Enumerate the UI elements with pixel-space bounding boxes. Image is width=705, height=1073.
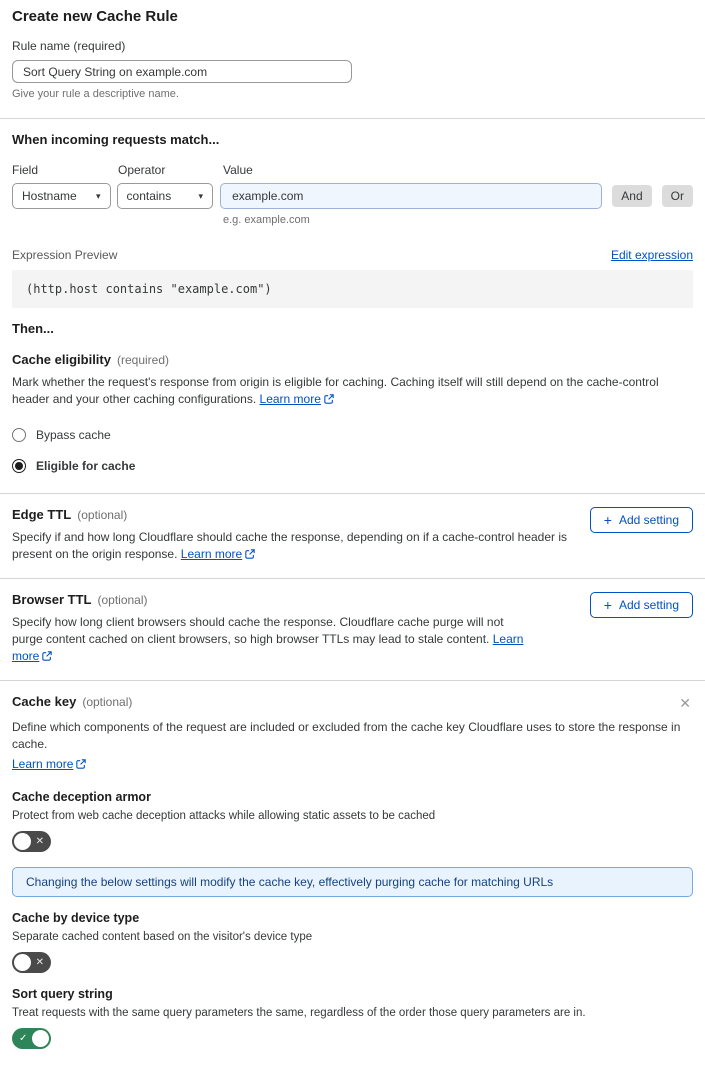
edge-ttl-add-setting-button[interactable]: + Add setting [590,507,693,533]
cache-by-device-type-toggle[interactable] [12,952,51,973]
radio-icon [12,459,26,473]
browser-ttl-header [12,592,534,607]
edge-ttl-title: Edge TTL [12,507,72,522]
cache-deception-armor-title: Cache deception armor [12,790,151,804]
page-title: Create new Cache Rule [12,8,178,25]
field-select-value: Hostname [22,189,77,203]
plus-icon: + [603,512,612,528]
match-labels-row [12,163,693,177]
external-link-icon [245,547,255,564]
cache-key-close-button[interactable] [677,694,693,712]
browser-ttl-description: Specify how long client browsers should cache the response. Cloudflare cache purge will not purge content cached on client browsers, so high browser TTLs may lead to stale content. Learn more [12,614,534,666]
learn-more-link[interactable]: Learn more [12,632,523,663]
cache-eligibility-title: Cache eligibility [12,352,111,367]
learn-more-link[interactable]: Learn more [181,547,255,561]
field-label: Field [12,163,39,177]
sort-query-string-toggle[interactable] [12,1028,51,1049]
divider [0,493,705,494]
edit-expression-link[interactable]: Edit expression [610,248,693,262]
radio-icon [12,428,26,442]
required-badge: (required) [116,353,170,367]
rule-name-input[interactable] [12,60,352,83]
divider [0,578,705,579]
external-link-icon [324,392,334,409]
operator-select-value: contains [126,189,172,203]
cache-key-section [12,694,693,1049]
operator-select[interactable] [117,183,214,209]
cache-key-description: Define which components of the request are included or excluded from the cache key Cloudflare uses to store the response in cache. [12,720,681,751]
sort-query-string-block [12,987,693,1049]
external-link-icon [42,649,52,666]
match-section-heading: When incoming requests match... [12,132,220,147]
toggle-knob [14,833,31,850]
chevron-down-icon: ▾ [95,190,101,201]
expression-preview-label: Expression Preview [12,248,118,262]
cache-deception-armor-block [12,790,693,852]
learn-more-link[interactable]: Learn more [260,392,334,406]
or-button[interactable]: Or [662,185,693,207]
operator-label: Operator [118,163,166,177]
cache-deception-armor-toggle[interactable] [12,831,51,852]
cache-eligibility-description: Mark whether the request's response from origin is eligible for caching. Caching itself will still depend on the cache-control header and your other caching configurations. Learn more [12,374,693,409]
expression-preview-row [12,248,693,262]
cache-by-device-type-block [12,911,693,973]
toggle-on-check-icon: ✓ [19,1033,28,1044]
chevron-down-icon: ▾ [198,190,204,201]
external-link-icon [76,757,86,774]
toggle-knob [14,954,31,971]
browser-ttl-title: Browser TTL [12,592,92,607]
optional-badge: (optional) [97,593,148,607]
browser-ttl-add-setting-button[interactable]: + Add setting [590,592,693,618]
close-icon: ✕ [679,695,691,711]
optional-badge: (optional) [77,508,128,522]
value-helper: e.g. example.com [223,214,310,226]
cache-eligibility-header [12,352,693,367]
expression-code-block: (http.host contains "example.com") [12,270,693,308]
edge-ttl-section [12,507,693,564]
radio-bypass-cache[interactable]: Bypass cache [12,423,693,447]
value-label: Value [223,163,253,177]
cache-key-title: Cache key [12,694,77,709]
sort-query-string-title: Sort query string [12,987,113,1001]
plus-icon: + [603,597,612,613]
edge-ttl-description: Specify if and how long Cloudflare should cache the response, depending on if a cache-control header is present on the origin response. Learn more [12,529,572,564]
divider [0,118,705,119]
rule-name-helper: Give your rule a descriptive name. [12,88,179,100]
optional-badge: (optional) [82,695,133,709]
match-controls-row [12,183,693,209]
rule-name-label: Rule name (required) [12,39,126,53]
toggle-off-x-icon: ✕ [35,957,44,968]
radio-eligible-for-cache[interactable]: Eligible for cache [12,454,693,478]
field-select[interactable] [12,183,111,209]
and-button[interactable]: And [612,185,651,207]
cache-by-device-type-title: Cache by device type [12,911,140,925]
browser-ttl-section [12,592,693,666]
value-input[interactable] [220,183,602,209]
cache-deception-armor-description: Protect from web cache deception attacks while allowing static assets to be cached [12,810,436,822]
cache-key-header [12,694,132,709]
cache-key-info-banner: Changing the below settings will modify the cache key, effectively purging cache for matching URLs [12,867,693,897]
cache-eligibility-options [12,423,693,478]
toggle-off-x-icon: ✕ [35,836,44,847]
cache-by-device-type-description: Separate cached content based on the visitor's device type [12,931,313,943]
then-heading: Then... [12,321,54,336]
edge-ttl-header [12,507,572,522]
sort-query-string-description: Treat requests with the same query parameters the same, regardless of the order those query parameters are in. [12,1007,586,1019]
divider [0,680,705,681]
toggle-knob [32,1030,49,1047]
learn-more-link[interactable]: Learn more [12,757,86,771]
cache-eligibility-section [12,352,693,478]
